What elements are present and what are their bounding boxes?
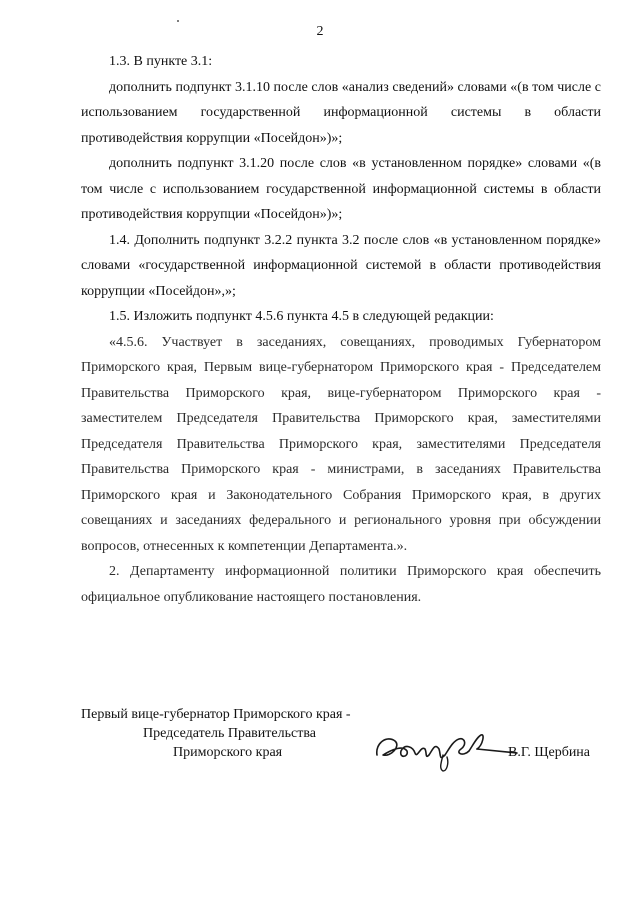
paragraph-1-5: 1.5. Изложить подпункт 4.5.6 пункта 4.5 в следующей редакции: — [109, 309, 494, 324]
document-body — [81, 49, 601, 610]
signature-block — [81, 705, 611, 785]
signatory-position-line-3: Приморского края — [173, 745, 283, 760]
paragraph-4-5-6: «4.5.6. Участвует в заседаниях, совещаниях, проводимых Губернатором Приморского края, Первым вице-губернатором Приморского края - Председателем Правительства Приморского края, вице-губернатором Приморского края - заместителем Председателя Правительства Приморского края, заместителями Председателя Правительства Приморского края, заместителями Председателя Правительства Приморского края - министрами, в заседаниях Правительства Приморского края и Законодательного Собрания Приморского края, в других совещаниях и заседаниях федерального и регионального уровня при обсуждении вопросов, отнесенных к компетенции Департамента.». — [81, 334, 601, 554]
paragraph-1-3-a: дополнить подпункт 3.1.10 после слов «анализ сведений» словами «(в том числе с использованием государственной информационной системы в области противодействия коррупции «Посейдон»)»; — [81, 79, 601, 146]
signatory-position-line-1: Первый вице-губернатор Приморского края - — [81, 707, 351, 722]
scan-speck — [177, 20, 179, 22]
paragraph-1-3-b: дополнить подпункт 3.1.20 после слов «в установленном порядке» словами «(в том числе с использованием государственной информационной системы в области противодействия коррупции «Посейдон»)»; — [81, 156, 601, 222]
signatory-position-line-2: Председатель Правительства — [143, 726, 316, 741]
paragraph-2: 2. Департаменту информационной политики Приморского края обеспечить официальное опубликование настоящего постановления. — [81, 564, 601, 605]
handwritten-signature — [369, 715, 519, 775]
paragraph-1-3: 1.3. В пункте 3.1: — [109, 54, 213, 69]
signatory-name: В.Г. Щербина — [508, 745, 591, 760]
page-number: 2 — [316, 24, 324, 39]
paragraph-1-4: 1.4. Дополнить подпункт 3.2.2 пункта 3.2 после слов «в установленном порядке» словами «государственной информационной системой в области противодействия коррупции «Посейдон»,»; — [81, 232, 601, 299]
